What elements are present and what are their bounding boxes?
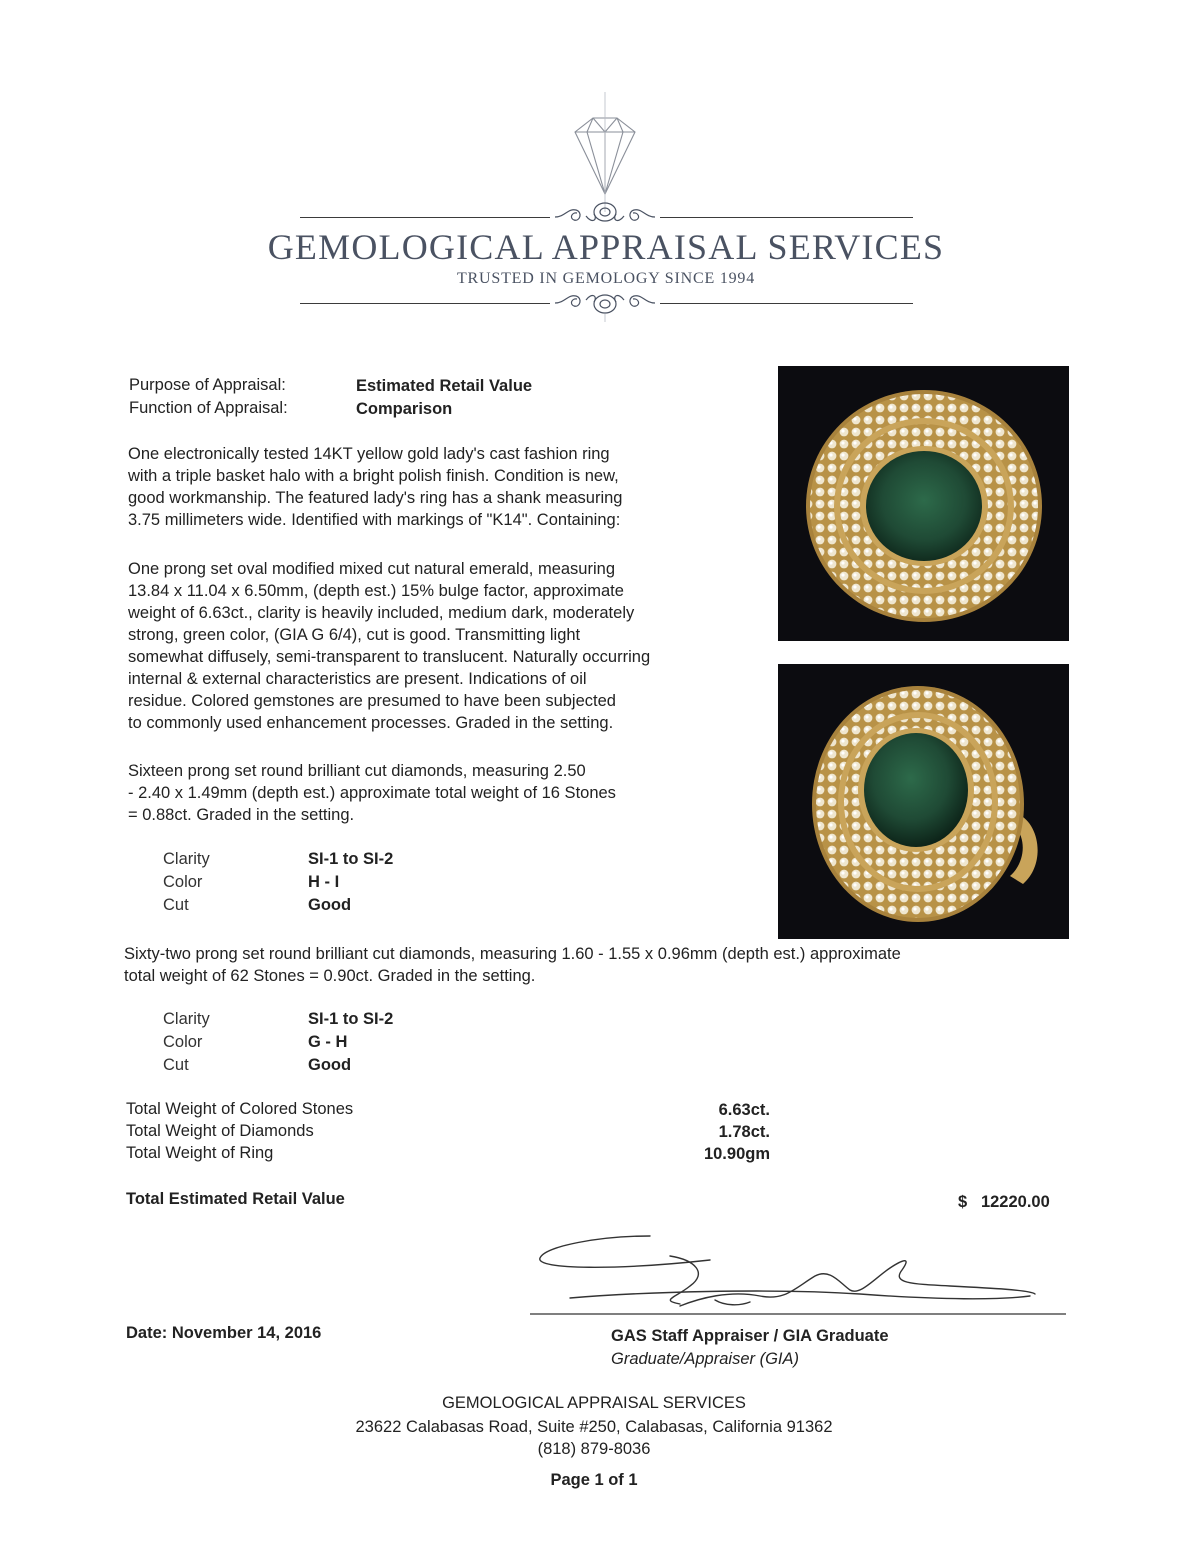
- ring-description-line: good workmanship. The featured lady's ring has a shank measuring: [128, 489, 623, 507]
- ring-description-line: 3.75 millimeters wide. Identified with markings of "K14". Containing:: [128, 511, 621, 529]
- diamonds-62-description: [124, 943, 1084, 987]
- total-value: 10.90gm: [703, 1145, 770, 1163]
- emerald-description-line: somewhat diffusely, semi-transparent to translucent. Naturally occurring: [128, 648, 651, 666]
- emerald-description-line: strong, green color, (GIA G 6/4), cut is good. Transmitting light: [128, 626, 581, 644]
- grade-value: SI-1 to SI-2: [308, 1010, 394, 1028]
- footer-address: 23622 Calabasas Road, Suite #250, Calabasas, California 91362: [355, 1418, 833, 1436]
- emerald-description: [128, 558, 768, 734]
- retail-value-label: Total Estimated Retail Value: [126, 1190, 345, 1208]
- diamonds-16-line: - 2.40 x 1.49mm (depth est.) approximate total weight of 16 Stones: [128, 784, 616, 802]
- total-value: 6.63ct.: [718, 1101, 770, 1119]
- ring-description-line: One electronically tested 14KT yellow gold lady's cast fashion ring: [128, 445, 610, 463]
- total-label: Total Weight of Diamonds: [126, 1122, 314, 1140]
- header-rule-bottom: [300, 303, 550, 304]
- grade-label: Clarity: [163, 1010, 210, 1028]
- total-label: Total Weight of Colored Stones: [126, 1100, 354, 1118]
- grade-label: Cut: [163, 1056, 189, 1074]
- header-rule-bottom-right: [660, 303, 913, 304]
- totals-labels: [126, 1098, 353, 1164]
- page-number: Page 1 of 1: [550, 1471, 638, 1489]
- emerald-description-line: One prong set oval modified mixed cut natural emerald, measuring: [128, 560, 615, 578]
- appraisal-date: Date: November 14, 2016: [126, 1324, 322, 1342]
- amount: 12220.00: [980, 1193, 1050, 1211]
- emerald-description-line: weight of 6.63ct., clarity is heavily included, medium dark, moderately: [128, 604, 635, 622]
- appraiser-title: GAS Staff Appraiser / GIA Graduate: [611, 1327, 889, 1345]
- grades-table-62: [163, 1008, 463, 1078]
- diamonds-62-line: total weight of 62 Stones = 0.90ct. Graded in the setting.: [124, 967, 536, 985]
- ring-description: [128, 443, 768, 531]
- purpose-label: Purpose of Appraisal:: [129, 376, 286, 394]
- diamond-outline-icon: [545, 92, 665, 212]
- ring-photo-bottom: [778, 664, 1069, 939]
- total-label: Total Weight of Ring: [126, 1144, 274, 1162]
- totals-values: [640, 1099, 770, 1165]
- diamonds-16-description: [128, 760, 768, 826]
- emerald-description-line: internal & external characteristics are present. Indications of oil: [128, 670, 587, 688]
- grades-table-16: [163, 848, 463, 918]
- grade-label: Color: [163, 1033, 203, 1051]
- emerald-ring-image: [778, 366, 1069, 641]
- diamonds-62-line: Sixty-two prong set round brilliant cut diamonds, measuring 1.60 - 1.55 x 0.96mm (depth est.) approximate: [124, 945, 901, 963]
- company-tagline: TRUSTED IN GEMOLOGY SINCE 1994: [456, 270, 756, 287]
- grade-label: Clarity: [163, 850, 210, 868]
- emerald-description-line: to commonly used enhancement processes. Graded in the setting.: [128, 714, 614, 732]
- total-value: 1.78ct.: [718, 1123, 770, 1141]
- header-rule-top-right: [660, 217, 913, 218]
- grade-value: H - I: [308, 873, 340, 891]
- grade-value: SI-1 to SI-2: [308, 850, 394, 868]
- ring-photo-top: [778, 366, 1069, 641]
- emerald-description-line: residue. Colored gemstones are presumed to have been subjected: [128, 692, 616, 710]
- ring-description-line: with a triple basket halo with a bright polish finish. Condition is new,: [128, 467, 619, 485]
- flourish-ornament-bottom-icon: [550, 286, 660, 322]
- grade-label: Cut: [163, 896, 189, 914]
- retail-value-amount: [958, 1193, 1050, 1212]
- company-name: GEMOLOGICAL APPRAISAL SERVICES: [267, 227, 945, 267]
- grade-value: G - H: [308, 1033, 348, 1051]
- header-rule-top: [300, 217, 550, 218]
- diamonds-16-line: = 0.88ct. Graded in the setting.: [128, 806, 355, 824]
- grade-value: Good: [308, 1056, 352, 1074]
- appraiser-signature: [530, 1228, 1070, 1318]
- footer-company: GEMOLOGICAL APPRAISAL SERVICES: [442, 1394, 746, 1412]
- emerald-ring-angled-image: [778, 664, 1069, 939]
- purpose-value: Estimated Retail Value: [356, 377, 533, 395]
- diamonds-16-line: Sixteen prong set round brilliant cut diamonds, measuring 2.50: [128, 762, 586, 780]
- appraiser-subtitle: Graduate/Appraiser (GIA): [611, 1350, 799, 1368]
- grade-value: Good: [308, 896, 352, 914]
- emerald-description-line: 13.84 x 11.04 x 6.50mm, (depth est.) 15% bulge factor, approximate: [128, 582, 624, 600]
- footer-phone: (818) 879-8036: [537, 1440, 651, 1458]
- grade-label: Color: [163, 873, 203, 891]
- function-value: Comparison: [356, 400, 453, 418]
- function-label: Function of Appraisal:: [129, 399, 288, 417]
- currency-symbol: $: [958, 1193, 968, 1211]
